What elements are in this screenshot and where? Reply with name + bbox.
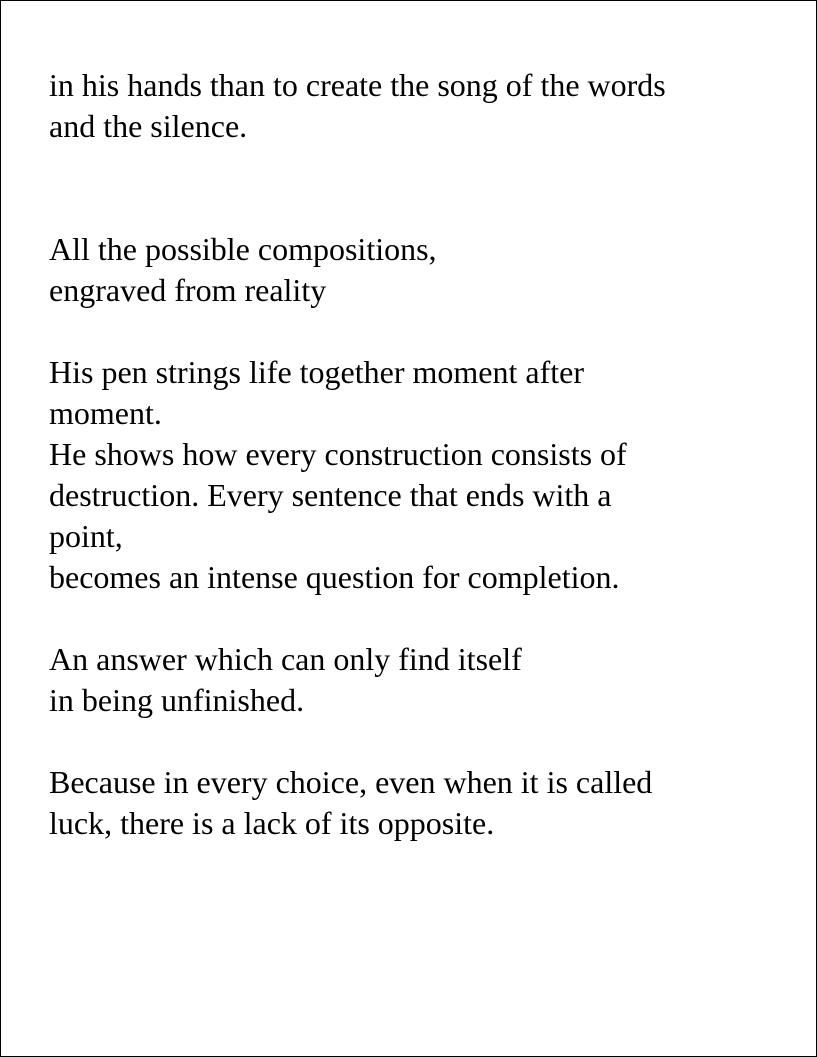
text-line: An answer which can only find itself <box>49 641 522 677</box>
text-line: becomes an intense question for completion. <box>49 559 620 595</box>
blank-line <box>49 188 789 229</box>
text-line: moment. <box>49 395 162 431</box>
text-line: in being unfinished. <box>49 682 305 718</box>
text-line: luck, there is a lack of its opposite. <box>49 805 495 841</box>
blank-line <box>49 721 789 762</box>
blank-line <box>49 311 789 352</box>
text-line: point, <box>49 518 123 554</box>
text-line: He shows how every construction consists of <box>49 436 627 472</box>
text-line: engraved from reality <box>49 272 327 308</box>
text-line: Because in every choice, even when it is called <box>49 764 653 800</box>
blank-line <box>49 147 789 188</box>
blank-line <box>49 598 789 639</box>
text-line: in his hands than to create the song of the words <box>49 67 666 103</box>
text-line: destruction. Every sentence that ends with a <box>49 477 612 513</box>
text-line: All the possible compositions, <box>49 231 437 267</box>
text-line: and the silence. <box>49 108 248 144</box>
poem-text <box>49 65 789 844</box>
text-line: His pen strings life together moment after <box>49 354 584 390</box>
